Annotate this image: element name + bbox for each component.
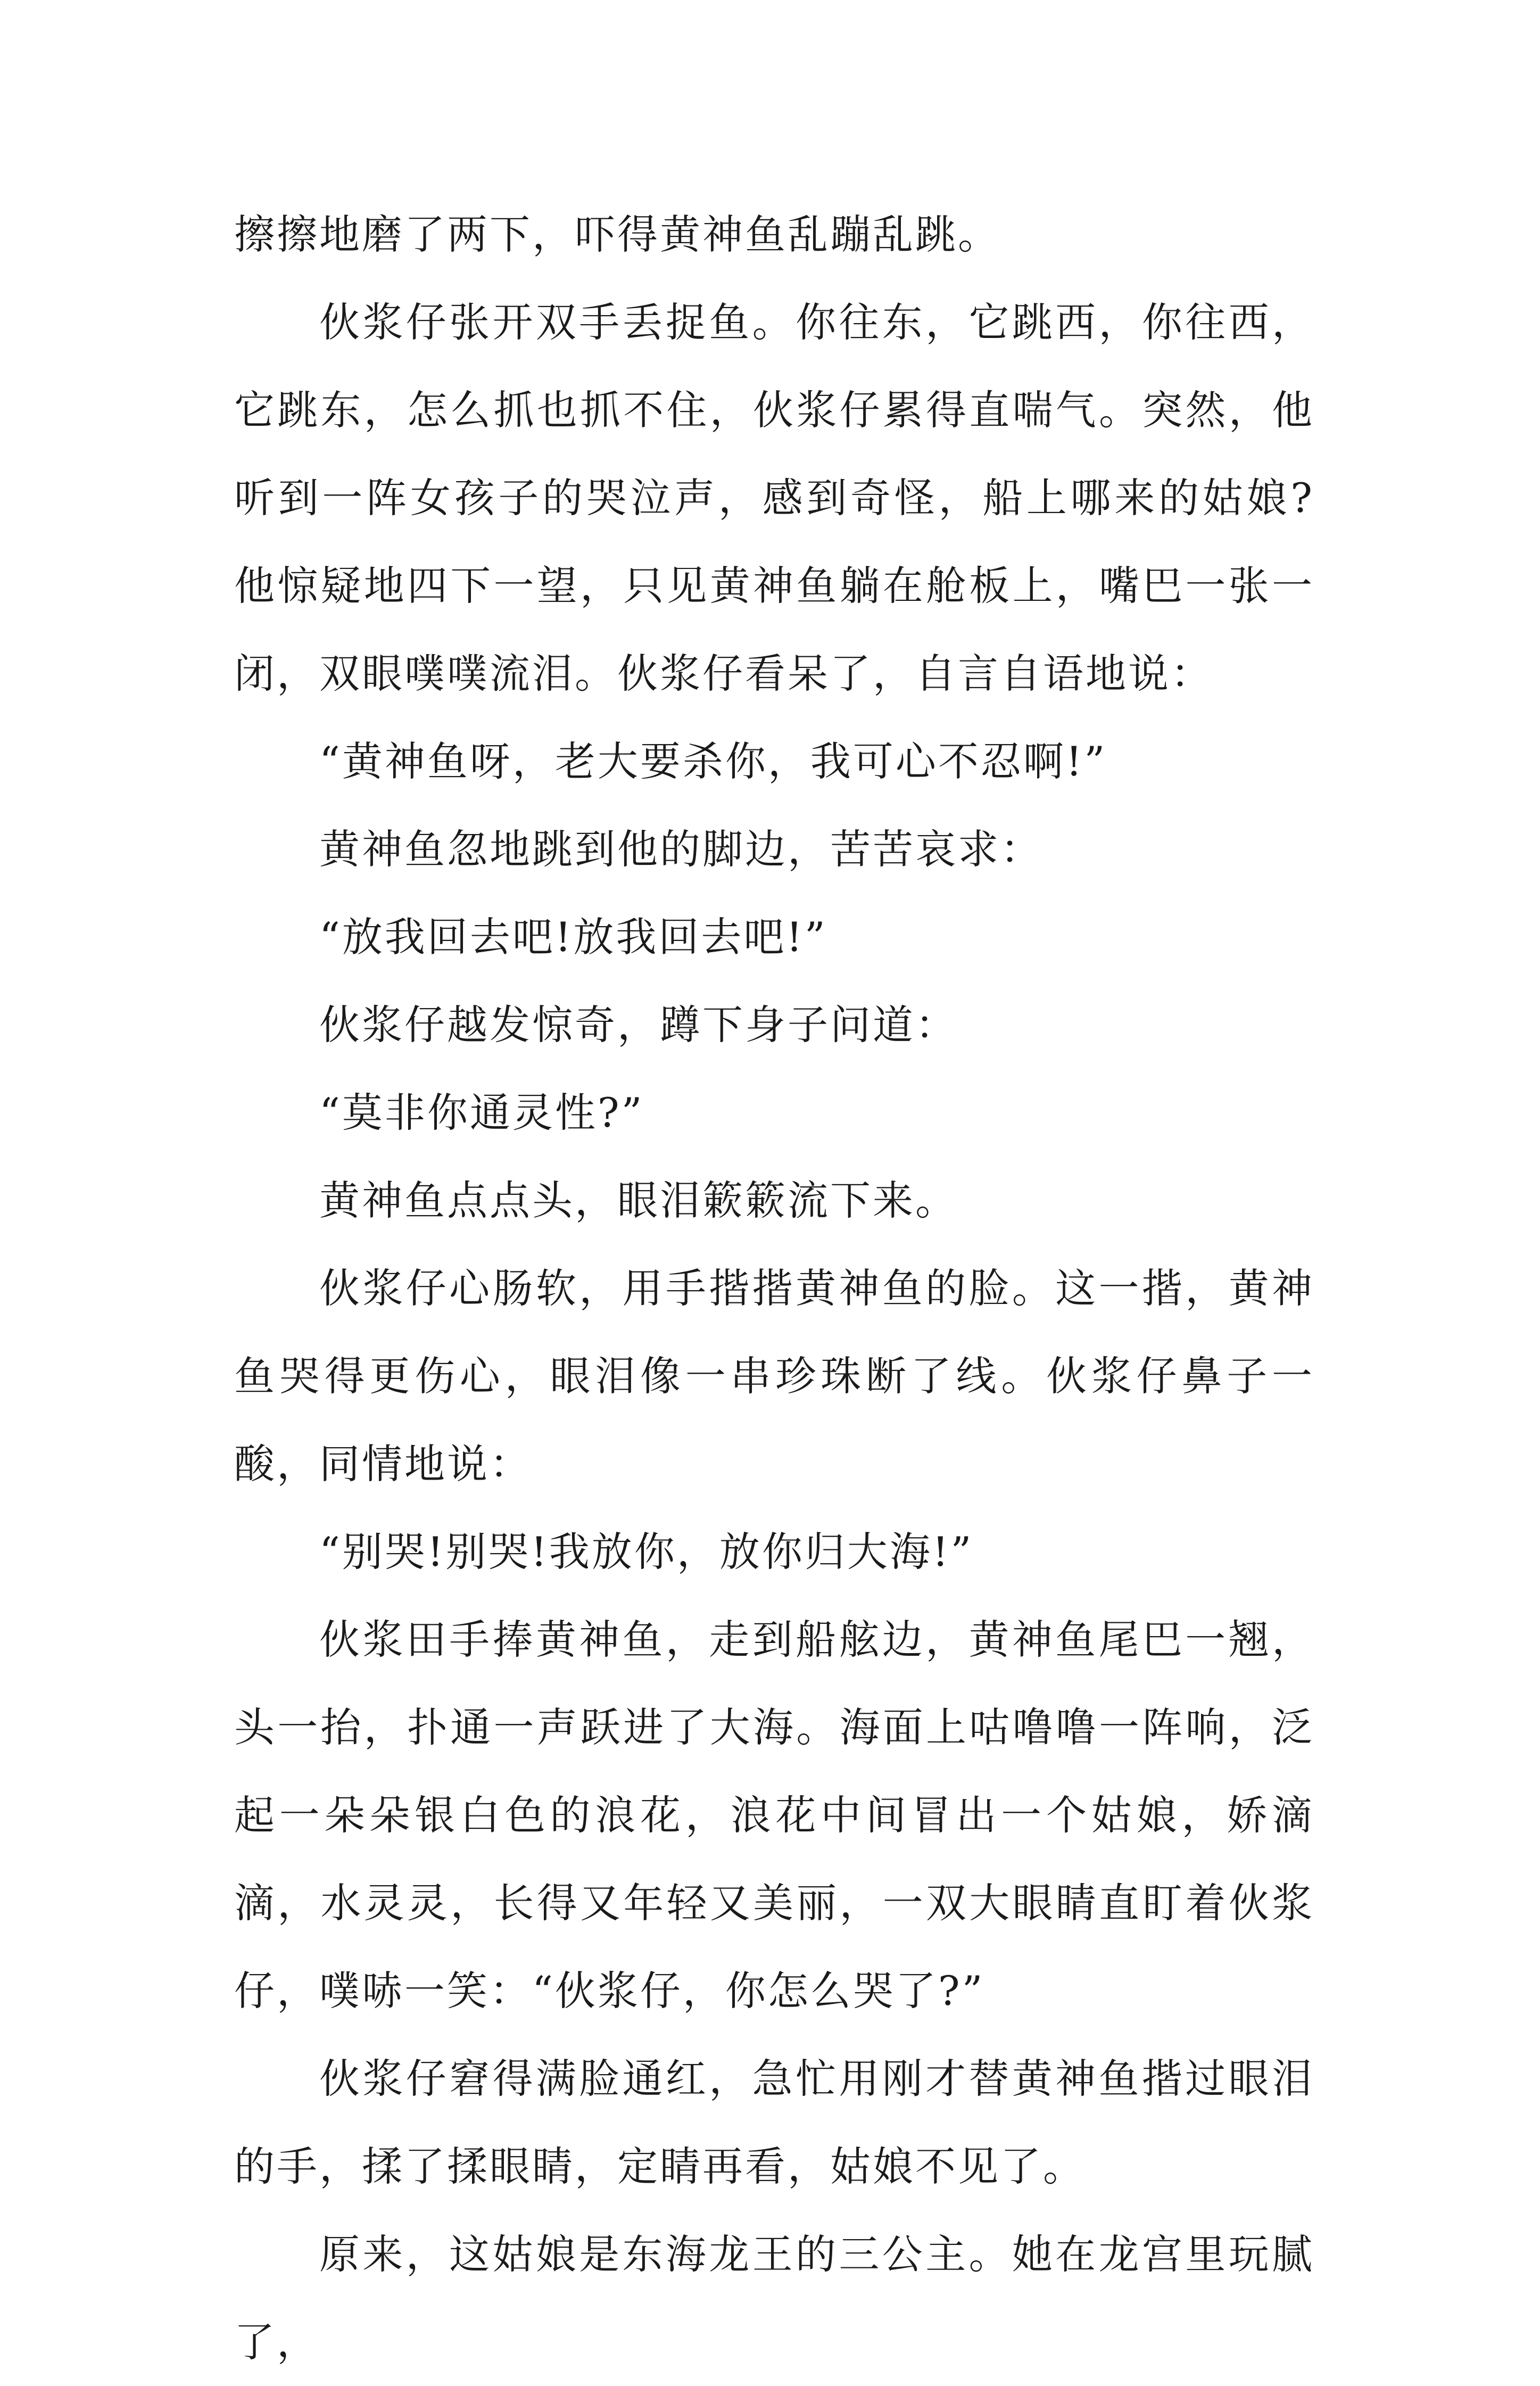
paragraph-6: 伙浆仔越发惊奇，蹲下身子问道： bbox=[319, 1001, 958, 1048]
paragraph-3: “黄神鱼呀，老大要杀你，我可心不忍啊!” bbox=[319, 738, 1107, 785]
paragraph-8: 黄神鱼点点头，眼泪簌簌流下来。 bbox=[319, 1177, 958, 1224]
paragraph-12: 伙浆仔窘得满脸通红，急忙用刚才替黄神鱼揩过眼泪的手，揉了揉眼睛，定睛再看，姑娘不见了。 bbox=[234, 2055, 1314, 2190]
paragraph-7: “莫非你通灵性?” bbox=[319, 1089, 644, 1136]
paragraph-1: 擦擦地磨了两下，吓得黄神鱼乱蹦乱跳。 bbox=[234, 211, 1000, 258]
story-text bbox=[234, 191, 1314, 2386]
paragraph-2: 伙浆仔张开双手丢捉鱼。你往东，它跳西，你往西，它跳东，怎么抓也抓不住，伙浆仔累得直喘气。突然，他听到一阵女孩子的哭泣声，感到奇怪，船上哪来的姑娘?他惊疑地四下一望，只见黄神鱼躺在舱板上，嘴巴一张一闭，双眼噗噗流泪。伙浆仔看呆了，自言自语地说： bbox=[234, 299, 1314, 697]
paragraph-5: “放我回去吧!放我回去吧!” bbox=[319, 913, 827, 961]
paragraph-13: 原来，这姑娘是东海龙王的三公主。她在龙宫里玩腻了， bbox=[234, 2231, 1314, 2366]
paragraph-10: “别哭!别哭!我放你，放你归大海!” bbox=[319, 1528, 974, 1575]
paragraph-9: 伙浆仔心肠软，用手揩揩黄神鱼的脸。这一揩，黄神鱼哭得更伤心，眼泪像一串珍珠断了线。伙浆仔鼻子一酸，同情地说： bbox=[234, 1265, 1314, 1488]
paragraph-11: 伙浆田手捧黄神鱼，走到船舷边，黄神鱼尾巴一翘，头一抬，扑通一声跃进了大海。海面上咕噜噜一阵响，泛起一朵朵银白色的浪花，浪花中间冒出一个姑娘，娇滴滴，水灵灵，长得又年轻又美丽，一双大眼睛直盯着伙浆仔，噗哧一笑：“伙浆仔，你怎么哭了?” bbox=[234, 1616, 1314, 2015]
paragraph-4: 黄神鱼忽地跳到他的脚边，苦苦哀求： bbox=[319, 825, 1043, 873]
